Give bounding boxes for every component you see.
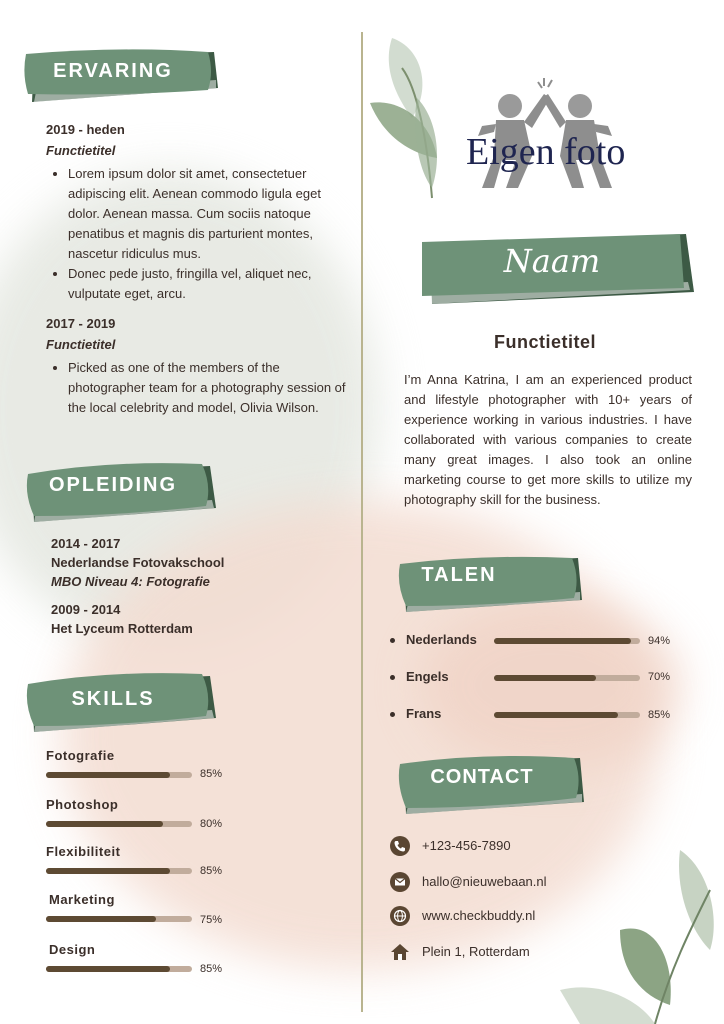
- skill-bar-fill: [46, 772, 170, 778]
- contact-email: hallo@nieuwebaan.nl: [422, 874, 547, 889]
- skill-bar: [46, 868, 192, 874]
- language-bar-fill: [494, 712, 618, 718]
- skill-name: Fotografie: [46, 748, 115, 763]
- experience-heading: ERVARING: [53, 60, 173, 82]
- job-1: [46, 122, 346, 304]
- job-1-bullet: • Lorem ipsum dolor sit amet, consectetuer adipiscing elit. Aenean commodo ligula eget dolor. Aenean massa. Cum sociis natoque penatibus et magnis dis parturient montes, nascetur ridiculus mus.: [68, 164, 346, 264]
- language-bar: [494, 712, 640, 718]
- job-2-bullets: [46, 358, 346, 418]
- skill-bar-fill: [46, 916, 156, 922]
- language-percent: 85%: [648, 709, 671, 721]
- language-item: [390, 669, 680, 689]
- education-1-school: Nederlandse Fotovakschool: [51, 555, 225, 570]
- profile-summary: I’m Anna Katrina, I am an experienced product and lifestyle photographer with 10+ years of experience working in various industries. I have collaborated with various companies to create many great images. I also took an online marketing course to get more skills to utilize my photography skill for the business.: [404, 372, 692, 507]
- contact-phone: +123-456-7890: [422, 838, 511, 853]
- education-1-period: 2014 - 2017: [51, 536, 121, 551]
- skill-name: Flexibiliteit: [46, 844, 121, 859]
- contact-address: Plein 1, Rotterdam: [422, 944, 530, 959]
- skill-bar: [46, 772, 192, 778]
- skill-name: Marketing: [49, 892, 115, 907]
- photo-placeholder-label: Eigen foto: [466, 131, 626, 173]
- leaf-decoration-top: [362, 28, 452, 208]
- phone-icon: [390, 836, 410, 856]
- skill-item: [49, 942, 239, 978]
- bullet-dot: [390, 638, 395, 643]
- globe-icon: [390, 906, 410, 926]
- language-bar: [494, 638, 640, 644]
- experience-heading-badge: [22, 46, 218, 108]
- education-heading-badge: [22, 460, 218, 526]
- education-2-period: 2009 - 2014: [51, 602, 121, 617]
- languages-heading: TALEN: [421, 564, 497, 586]
- language-item: [390, 632, 680, 652]
- home-icon: [390, 942, 410, 962]
- contact-heading-badge: [394, 752, 586, 818]
- education-2-school: Het Lyceum Rotterdam: [51, 621, 193, 636]
- education-heading: OPLEIDING: [48, 474, 177, 496]
- bullet-dot: [390, 675, 395, 680]
- languages-heading-badge: [394, 554, 584, 616]
- skill-name: Photoshop: [46, 797, 119, 812]
- language-percent: 70%: [648, 671, 671, 683]
- skill-percent: 80%: [200, 818, 223, 830]
- skill-bar: [46, 821, 192, 827]
- language-name: Engels: [406, 669, 449, 684]
- contact-heading: CONTACT: [430, 766, 534, 788]
- skill-item: [46, 797, 236, 833]
- skill-name: Design: [49, 942, 96, 957]
- language-name: Frans: [406, 706, 442, 721]
- skill-percent: 85%: [200, 865, 223, 877]
- profile-job-title: Functietitel: [493, 332, 596, 352]
- language-bar-fill: [494, 675, 596, 681]
- language-bar: [494, 675, 640, 681]
- candidate-name: Naam: [503, 242, 601, 280]
- language-bar-fill: [494, 638, 631, 644]
- skill-bar: [46, 916, 192, 922]
- skills-heading-badge: [22, 670, 218, 736]
- skill-bar: [46, 966, 192, 972]
- job-1-title: Functietitel: [46, 143, 116, 158]
- skill-bar-fill: [46, 868, 170, 874]
- skills-heading: SKILLS: [71, 688, 155, 710]
- education-item-1: [51, 534, 351, 591]
- skill-percent: 85%: [200, 768, 223, 780]
- language-percent: 94%: [648, 635, 671, 647]
- job-1-bullets: [46, 164, 346, 304]
- skill-bar-fill: [46, 966, 170, 972]
- language-name: Nederlands: [406, 632, 477, 647]
- job-2-title: Functietitel: [46, 337, 116, 352]
- leaf-decoration-bottom: [560, 830, 724, 1024]
- skill-percent: 75%: [200, 914, 223, 926]
- job-2-period: 2017 - 2019: [46, 316, 116, 331]
- skill-percent: 85%: [200, 963, 223, 975]
- language-item: [390, 706, 680, 726]
- contact-website: www.checkbuddy.nl: [422, 908, 536, 923]
- skill-item: [49, 892, 239, 928]
- education-item-2: [51, 600, 351, 638]
- skill-item: [46, 844, 236, 880]
- bullet-dot: [390, 712, 395, 717]
- skill-bar-fill: [46, 821, 163, 827]
- photo-placeholder: [462, 76, 652, 202]
- job-2-bullet: • Picked as one of the members of the photographer team for a photography session of the local celebrity and model, Olivia Wilson.: [68, 358, 346, 418]
- skill-item: [46, 748, 236, 784]
- job-2: [46, 316, 346, 418]
- name-badge: [418, 230, 694, 308]
- job-1-period: 2019 - heden: [46, 122, 125, 137]
- email-icon: [390, 872, 410, 892]
- education-1-degree: MBO Niveau 4: Fotografie: [51, 574, 210, 589]
- job-1-bullet: • Donec pede justo, fringilla vel, aliquet nec, vulputate eget, arcu.: [68, 264, 346, 304]
